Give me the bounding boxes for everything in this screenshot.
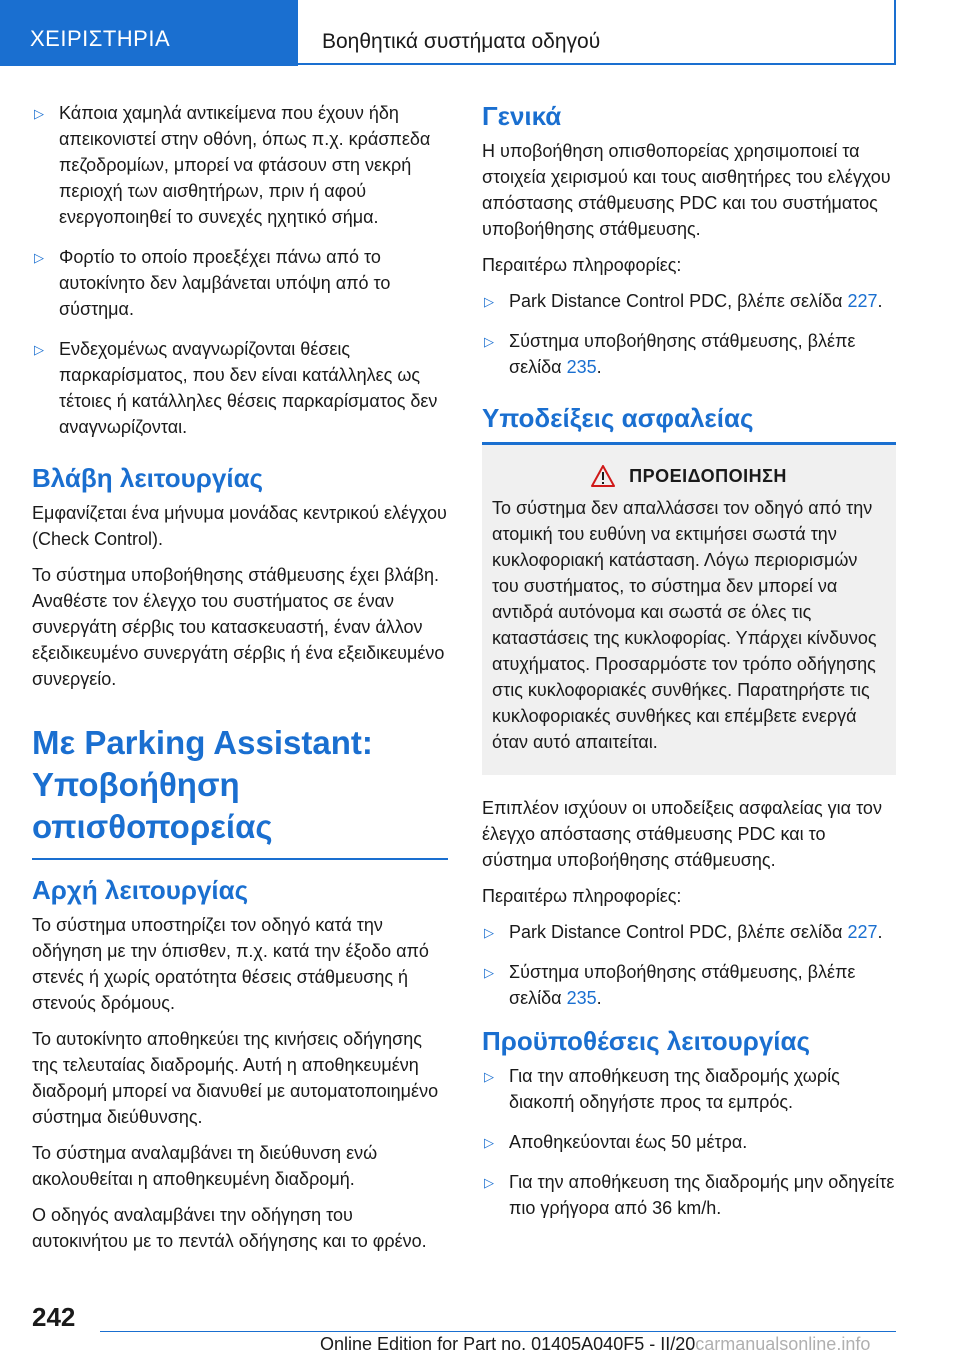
page-link-235[interactable]: 235 [566, 988, 597, 1008]
fault-paragraph-1: Εμφανίζεται ένα μήνυμα μονάδας κεντρικού ελέγχου (Check Control). [32, 503, 447, 549]
watermark: carmanualsonline.info [695, 1334, 871, 1354]
main-heading: Με Parking Assistant: Υποβοήθηση οπισθοπορείας [32, 722, 448, 860]
triangle-right-icon: ▷ [484, 925, 494, 940]
triangle-right-icon: ▷ [484, 965, 494, 980]
triangle-right-icon: ▷ [34, 250, 44, 265]
prerequisites-list [482, 1063, 896, 1221]
triangle-right-icon: ▷ [484, 1069, 494, 1084]
triangle-right-icon: ▷ [34, 106, 44, 121]
warning-text: Το σύστημα δεν απαλλάσσει τον οδηγό από την ατομική του ευθύνη να εκτιμήσει σωστά την κυκλοφοριακή κατάσταση. Λόγω περιορισμών του συστήματος, το σύστημα δεν μπορεί να αντιδρά αυτόνομα και σωστά σε όλες τις καταστάσεις της κυκλοφορίας. Υπάρχει κίνδυνος ατυχήματος. Προσαρμόστε τον τρόπο οδήγησης στις κυκλοφοριακές συνθήκες. Παρατηρήστε τις κυκλοφοριακές συνθήκες και επέμβετε ενεργά όταν αυτό απαιτείται. [492, 498, 877, 752]
footer-text [320, 1334, 920, 1355]
general-paragraph: Η υποβοήθηση οπισθοπορείας χρησιμοποιεί τα στοιχεία χειρισμού και τους αισθητήρες του ελέγχου απόστασης στάθμευσης PDC και του συστήματος υποβοήθησης στάθμευσης. [482, 141, 891, 239]
more-info-label: Περαιτέρω πληροφορίες: [482, 886, 682, 906]
principle-heading: Αρχή λειτουργίας [32, 875, 249, 905]
safety-paragraph: Επιπλέον ισχύουν οι υποδείξεις ασφαλείας για τον έλεγχο απόστασης στάθμευσης PDC και το σύστημα υποβοήθησης στάθμευσης. [482, 798, 882, 870]
triangle-right-icon: ▷ [34, 342, 44, 357]
list-item: ▷ Κάποια χαμηλά αντικείμενα που έχουν ήδη απεικονιστεί στην οθόνη, όπως π.χ. κράσπεδα πεζοδρομίων, μπορεί να φτάσουν στη νεκρή περιοχή των αισθητήρων, πριν ή αφού ενεργοποιηθεί το συνεχές ηχητικό σήμα. [34, 103, 431, 227]
list-item: ▷ Αποθηκεύονται έως 50 μέτρα. [482, 1129, 896, 1155]
list-item: ▷ Για την αποθήκευση της διαδρομής μην οδηγείτε πιο γρήγορα από 36 km/h. [484, 1172, 895, 1218]
warning-triangle-icon [591, 465, 615, 487]
section-title: Βοηθητικά συστήματα οδηγού [322, 30, 601, 53]
footer-line [100, 1331, 896, 1332]
triangle-right-icon: ▷ [484, 1135, 494, 1150]
more-info-label: Περαιτέρω πληροφορίες: [482, 255, 682, 275]
principle-paragraph-4: Ο οδηγός αναλαμβάνει την οδήγηση του αυτοκινήτου με το πεντάλ οδήγησης και το φρένο. [32, 1205, 427, 1251]
reference-list-2 [482, 919, 896, 1011]
principle-paragraph-1: Το σύστημα υποστηρίζει τον οδηγό κατά την οδήγηση με την όπισθεν, π.χ. κατά την έξοδο από στενές ή χωρίς ορατότητα θέσεις στάθμευσης ή στενούς δρόμους. [32, 915, 429, 1013]
page-link-227[interactable]: 227 [847, 922, 878, 942]
right-column [482, 100, 896, 1235]
page-link-227[interactable]: 227 [847, 291, 878, 311]
principle-paragraph-2: Το αυτοκίνητο αποθηκεύει της κινήσεις οδήγησης της τελευταίας διαδρομής. Αυτή η αποθηκευμένη διαδρομή μπορεί να διανυθεί με αυτοματοποιημένο σύστημα διεύθυνσης. [32, 1029, 439, 1127]
left-column [32, 100, 448, 1264]
chapter-tab[interactable] [0, 0, 298, 66]
list-item: ▷ Φορτίο το οποίο προεξέχει πάνω από το αυτοκίνητο δεν λαμβάνεται υπόψη από το σύστημα. [34, 247, 391, 319]
prerequisites-heading: Προϋποθέσεις λειτουργίας [482, 1026, 811, 1056]
header-underline [298, 63, 894, 65]
reference-list-1 [482, 288, 896, 380]
page-number: 242 [32, 1302, 76, 1332]
warning-title: ΠΡΟΕΙΔΟΠΟΙΗΣΗ [629, 465, 787, 486]
list-item: ▷ Park Distance Control PDC, βλέπε σελίδα 227. [482, 919, 896, 945]
triangle-right-icon: ▷ [484, 1175, 494, 1190]
list-item: ▷ Σύστημα υποβοήθησης στάθμευσης, βλέπε σελίδα 235. [484, 962, 856, 1008]
warning-header [492, 465, 886, 487]
fault-heading: Βλάβη λειτουργίας [32, 463, 264, 493]
triangle-right-icon: ▷ [484, 334, 494, 349]
list-item: ▷ Ενδεχομένως αναγνωρίζονται θέσεις παρκαρίσματος, που δεν είναι κατάλληλες ως τέτοιες ή κατάλληλες θέσεις παρκαρίσματος δεν αναγνωρίζονται. [34, 339, 438, 437]
list-item: ▷ Για την αποθήκευση της διαδρομής χωρίς διακοπή οδηγήστε προς τα εμπρός. [484, 1066, 840, 1112]
triangle-right-icon: ▷ [484, 294, 494, 309]
safety-heading: Υποδείξεις ασφαλείας [482, 403, 754, 433]
fault-paragraph-2: Το σύστημα υποβοήθησης στάθμευσης έχει βλάβη. Αναθέστε τον έλεγχο του συστήματος σε έναν συνεργάτη σέρβις του κατασκευαστή, έναν άλλον εξειδικευμένο συνεργάτη σέρβις ή ένα εξειδικευμένο συνεργείο. [32, 565, 445, 689]
warning-box [482, 442, 896, 775]
page-header [0, 0, 960, 66]
intro-bullet-list [32, 100, 448, 440]
page-link-235[interactable]: 235 [566, 357, 597, 377]
header-right-border [894, 0, 896, 65]
general-heading: Γενικά [482, 101, 562, 131]
list-item: ▷ Σύστημα υποβοήθησης στάθμευσης, βλέπε σελίδα 235. [484, 331, 856, 377]
edition-text: Online Edition for Part no. 01405A040F5 - II/20 [320, 1334, 696, 1354]
principle-paragraph-3: Το σύστημα αναλαμβάνει τη διεύθυνση ενώ ακολουθείται η αποθηκευμένη διαδρομή. [32, 1143, 378, 1189]
list-item: ▷ Park Distance Control PDC, βλέπε σελίδα 227. [482, 288, 896, 314]
chapter-tab-label: ΧΕΙΡΙΣΤΗΡΙΑ [30, 26, 171, 51]
